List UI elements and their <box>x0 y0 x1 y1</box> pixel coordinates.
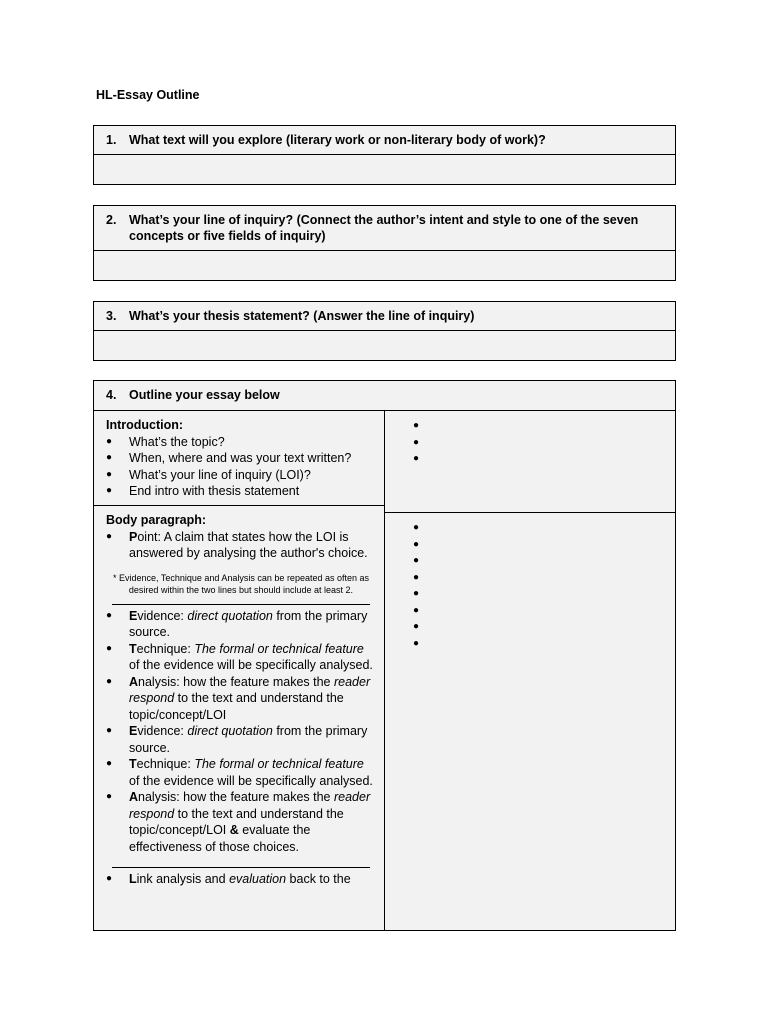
page-title: HL-Essay Outline <box>96 88 200 102</box>
bullet-placeholder: ● <box>413 538 420 550</box>
bullet-placeholder: ● <box>413 555 420 566</box>
list-item-technique: ● Technique: The formal or technical feature of the evidence will be specifically analysed. <box>106 756 376 789</box>
list-item-evidence: ● Evidence: direct quotation from the primary source. <box>106 723 376 756</box>
bullet-placeholder: ● <box>413 522 420 533</box>
intro-answer-cell[interactable] <box>385 411 675 513</box>
body-answer-cell[interactable] <box>385 513 675 944</box>
body-heading: Body paragraph: <box>106 513 207 527</box>
intro-guide-cell <box>94 411 384 506</box>
outline-answer-column <box>385 411 675 930</box>
list-item-evidence: ● Evidence: direct quotation from the primary source. <box>106 608 376 641</box>
body-list-point <box>106 529 376 562</box>
question-2-box <box>93 205 676 281</box>
bullet-placeholder: ● <box>413 436 420 448</box>
bullet-placeholder: ● <box>413 604 420 616</box>
list-item-point: ● Point: A claim that states how the LOI is answered by analysing the author's choice. <box>106 529 376 562</box>
list-item-technique: ● Technique: The formal or technical feature of the evidence will be specifically analysed. <box>106 641 376 674</box>
question-text: What’s your line of inquiry? (Connect the author’s intent and style to one of the seven concepts or five fields of inquiry) <box>129 213 639 243</box>
question-number: 1. <box>106 133 117 147</box>
divider-line <box>112 604 370 605</box>
list-item-analysis: ● Analysis: how the feature makes the reader respond to the text and understand the topic/concept/LOI <box>106 674 376 724</box>
list-item: ● What’s your line of inquiry (LOI)? <box>106 467 376 484</box>
question-3 <box>94 302 675 331</box>
question-1-box <box>93 125 676 185</box>
bullet-placeholder: ● <box>413 621 420 632</box>
question-text: What’s your thesis statement? (Answer the line of inquiry) <box>129 309 475 323</box>
question-1 <box>94 126 675 155</box>
question-number: 4. <box>106 388 117 402</box>
repeat-note: * Evidence, Technique and Analysis can be repeated as often as desired within the two lines but should include at least 2. <box>112 572 369 595</box>
outline-guide-column <box>94 411 385 930</box>
answer-field-1[interactable] <box>94 155 675 184</box>
list-item: ● When, where and was your text written? <box>106 450 376 467</box>
bullet-placeholder: ● <box>413 588 420 599</box>
body-guide-cell <box>94 506 384 930</box>
question-4-box <box>93 380 676 931</box>
intro-list <box>106 434 376 500</box>
body-list-link <box>106 871 376 888</box>
question-3-box <box>93 301 676 361</box>
body-list-details <box>106 608 376 856</box>
list-item: ● End intro with thesis statement <box>106 483 376 500</box>
question-text: What text will you explore (literary work or non-literary body of work)? <box>129 133 546 147</box>
divider-line <box>112 867 370 868</box>
list-item-link: ● Link analysis and evaluation back to the <box>106 871 376 888</box>
question-text: Outline your essay below <box>129 388 280 402</box>
intro-heading: Introduction: <box>106 418 184 432</box>
question-number: 2. <box>106 213 117 227</box>
question-number: 3. <box>106 309 117 323</box>
answer-field-3[interactable] <box>94 331 675 360</box>
bullet-placeholder: ● <box>413 420 420 431</box>
question-2 <box>94 206 675 251</box>
answer-field-2[interactable] <box>94 251 675 280</box>
bullet-placeholder: ● <box>413 571 420 583</box>
bullet-placeholder: ● <box>413 453 420 464</box>
list-item-analysis: ● Analysis: how the feature makes the reader respond to the text and understand the topic/concept/LOI & evaluate the effectiveness of those choices. <box>106 789 376 855</box>
list-item: ● What’s the topic? <box>106 434 376 451</box>
bullet-placeholder: ● <box>413 637 420 649</box>
question-4 <box>94 381 675 411</box>
